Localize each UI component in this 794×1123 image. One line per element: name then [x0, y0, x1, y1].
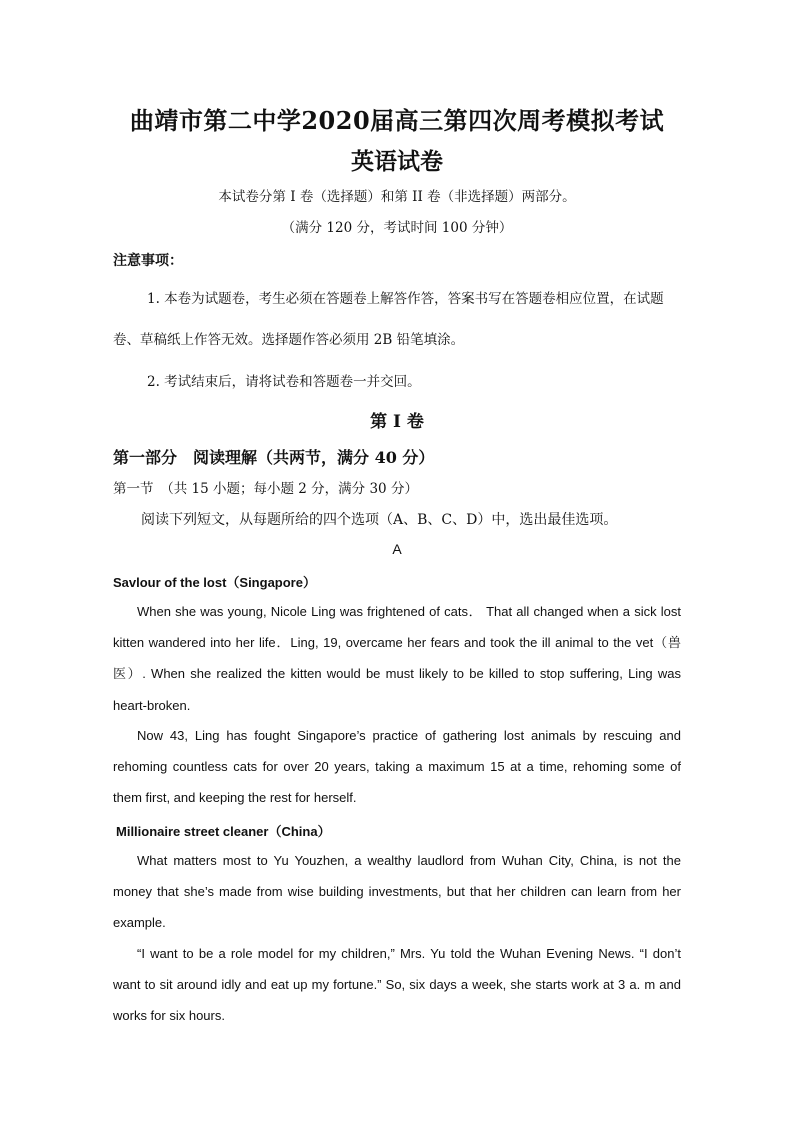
note-item-2: 2. 考试结束后，请将试卷和答题卷一并交回。 — [147, 374, 421, 390]
story-2-paragraph-1: What matters most to Yu Youzhen, a wealthy laudlord from Wuhan City, China, is not the money that she’s made from wise building investments, but that her children can learn from her example. — [113, 853, 681, 931]
story-1-paragraph-1: When she was young, Nicole Ling was frightened of cats． That all changed when a sick lost kitten wandered into her life．Ling, 19, overcame her fears and took the ill animal to the vet（兽医）. When she realized the kitten would be must likely to be killed to stop suffering, Ling was heart-broken. — [113, 604, 681, 713]
section-title: 第一部分 阅读理解（共两节，满分 40 分） — [113, 448, 435, 467]
passage-letter: A — [392, 541, 402, 557]
exam-time-line: （满分 120 分，考试时间 100 分钟） — [281, 220, 513, 236]
story-2-heading: Millionaire street cleaner（China） — [116, 824, 331, 839]
section-instruction: 阅读下列短文，从每题所给的四个选项（A、B、C、D）中，选出最佳选项。 — [141, 512, 618, 528]
story-1-heading: Savlour of the lost（Singapore） — [113, 575, 316, 590]
volume-title: 第 I 卷 — [370, 412, 424, 432]
exam-title: 曲靖市第二中学2020届高三第四次周考模拟考试 — [129, 106, 665, 135]
exam-intro-line: 本试卷分第 I 卷（选择题）和第 II 卷（非选择题）两部分。 — [218, 189, 576, 205]
note-item-1-line-2: 卷、草稿纸上作答无效。选择题作答必须用 2B 铅笔填涂。 — [113, 332, 465, 348]
story-1-paragraph-2: Now 43, Ling has fought Singapore’s practice of gathering lost animals by rescuing and rehoming countless cats for over 20 years, taking a maximum 15 at a time, rehoming some of them first, and keeping the rest for herself. — [113, 728, 681, 806]
notes-heading: 注意事项： — [113, 253, 183, 269]
story-2-paragraph-2: “I want to be a role model for my children,” Mrs. Yu told the Wuhan Evening News. “I don’t want to sit around idly and eat up my fortune.” So, six days a week, she starts work at 3 a. m and works for six hours. — [113, 946, 681, 1024]
subsection-title: 第一节 （共 15 小题；每小题 2 分，满分 30 分） — [113, 481, 418, 497]
note-item-1-line-1: 1. 本卷为试题卷，考生必须在答题卷上解答作答，答案书写在答题卷相应位置，在试题 — [147, 291, 664, 307]
exam-subtitle: 英语试卷 — [351, 148, 443, 175]
